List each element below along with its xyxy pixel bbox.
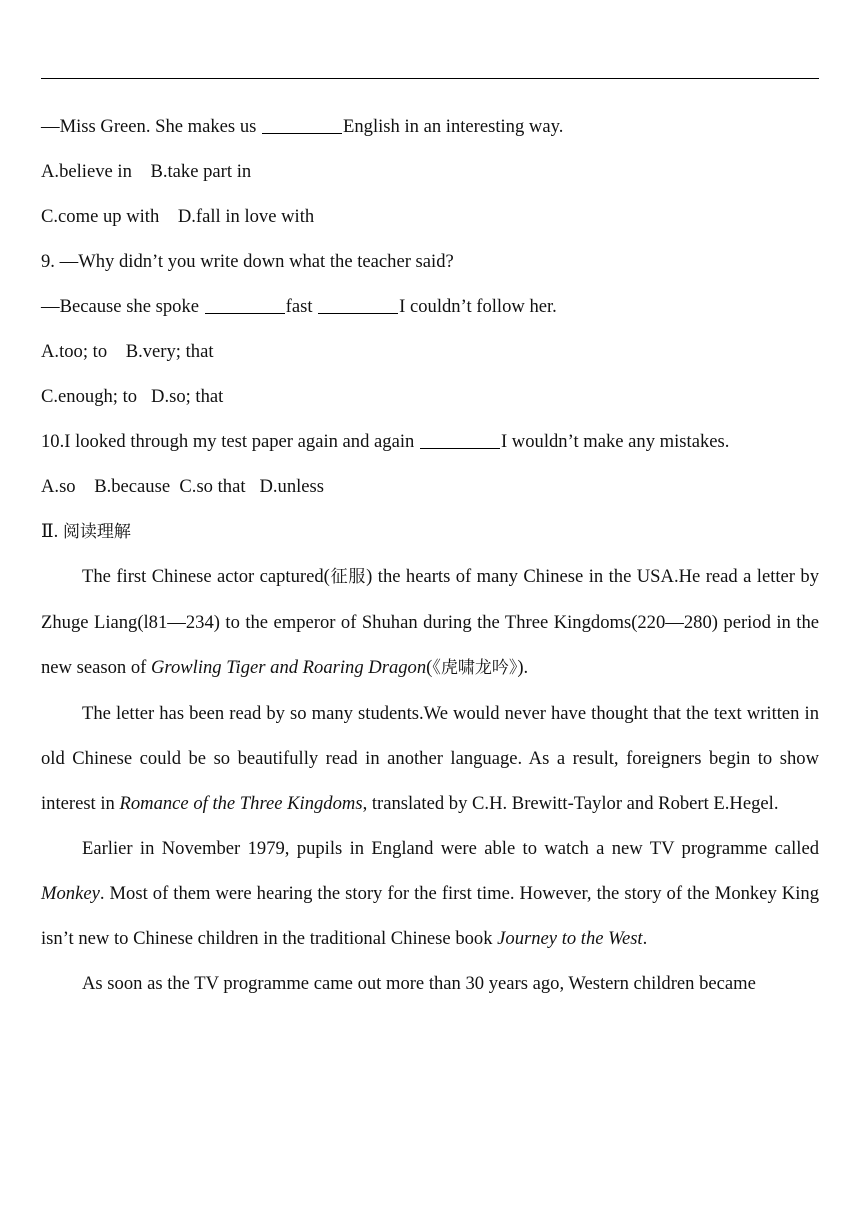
- p1-text-d: ).: [517, 657, 529, 678]
- q9-answer-mid: fast: [285, 296, 318, 317]
- q9-answer-line: [41, 284, 819, 329]
- p2-text-b: , translated by C.H. Brewitt-Taylor and Robert E.Hegel.: [362, 793, 779, 814]
- p1-text-c: (: [426, 657, 433, 678]
- q8-answer-pre: —Miss Green. She makes us: [41, 116, 262, 137]
- passage-paragraph-3: [41, 826, 819, 961]
- p3-text-c: .: [642, 928, 648, 949]
- q9-options-line2: C.enough; to D.so; that: [41, 386, 224, 407]
- q10-options: A.so B.because C.so that D.unless: [41, 476, 325, 497]
- p3-book-title: Journey to the West: [497, 928, 643, 949]
- p1-show-title: Growling Tiger and Roaring Dragon: [150, 657, 427, 678]
- section-heading-text: 阅读理解: [62, 522, 131, 542]
- header-rule: [41, 78, 819, 79]
- passage-paragraph-1: [41, 554, 819, 691]
- q9-options-line1: A.too; to B.very; that: [41, 341, 214, 362]
- section-heading: [41, 509, 819, 554]
- p1-text-b: ) the hearts of many Chinese in the USA.He read a letter by Zhuge Liang(l81—234) to the emperor of Shuhan during the Three Kingdoms(220—280) period in the new season of: [41, 566, 820, 678]
- q10-question-post: I wouldn’t make any mistakes.: [500, 431, 730, 452]
- worksheet-content: [41, 104, 819, 1006]
- q8-options-line2: C.come up with D.fall in love with: [41, 206, 315, 227]
- q8-answer-post: English in an interesting way.: [343, 116, 564, 137]
- answer-blank: [420, 430, 500, 449]
- answer-blank: [205, 295, 285, 314]
- p1-chinese-title: 《虎啸龙吟》: [432, 658, 518, 678]
- q8-options-line1: A.believe in B.take part in: [41, 161, 252, 182]
- q10-question: [41, 419, 819, 464]
- q10-question-pre: 10.I looked through my test paper again and again: [41, 431, 419, 452]
- answer-blank: [262, 115, 342, 134]
- q9-answer-pre: —Because she spoke: [41, 296, 204, 317]
- p1-chinese-gloss: 征服: [329, 567, 367, 587]
- q9-question: 9. —Why didn’t you write down what the teacher said?: [41, 251, 454, 272]
- p3-text-b: . Most of them were hearing the story for the first time. However, the story of the Monkey King isn’t new to Chinese children in the traditional Chinese book: [41, 883, 819, 949]
- p3-text-a: Earlier in November 1979, pupils in England were able to watch a new TV programme called: [82, 838, 819, 859]
- answer-blank: [318, 295, 398, 314]
- p2-book-title: Romance of the Three Kingdoms: [119, 793, 363, 814]
- p2-text-a: The letter has been read by so many students.We would never have thought that the text written in old Chinese could be so beautifully read in another language. As a result, foreigners begin to show interest in: [41, 703, 819, 814]
- q8-answer-line: [41, 104, 819, 149]
- p3-programme-title: Monkey: [41, 883, 100, 904]
- passage-paragraph-2: [41, 691, 819, 826]
- section-heading-number: Ⅱ.: [41, 521, 63, 542]
- passage-paragraph-4: As soon as the TV programme came out more than 30 years ago, Western children became: [82, 973, 756, 994]
- p1-text-a: The first Chinese actor captured(: [82, 566, 330, 587]
- q9-answer-post: I couldn’t follow her.: [399, 296, 557, 317]
